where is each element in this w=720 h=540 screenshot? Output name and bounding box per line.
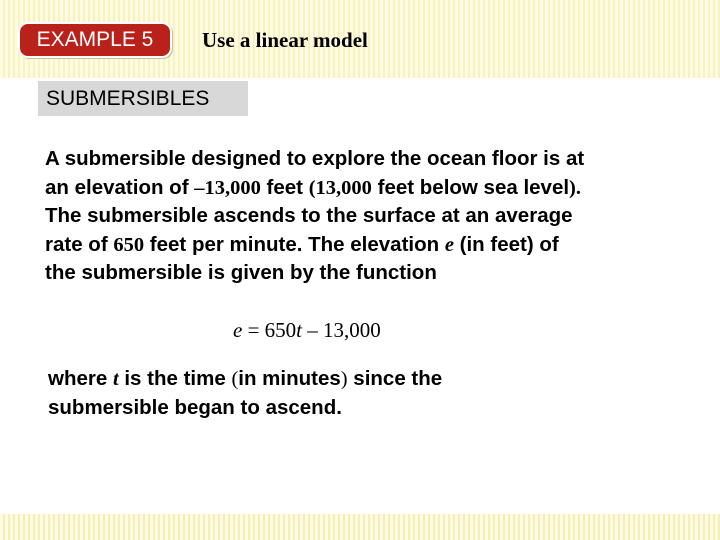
equation-lhs: e — [233, 318, 243, 342]
variable-e: e — [444, 233, 454, 256]
paragraph-line-4 — [45, 231, 705, 260]
paragraph-line-1 — [45, 145, 705, 174]
paragraph-line-3 — [45, 202, 705, 231]
depth-value: (13,000 — [308, 176, 372, 199]
variable-t: t — [112, 368, 119, 390]
where-line-1 — [48, 365, 608, 394]
text: in minutes — [238, 367, 341, 390]
paragraph-line-5 — [45, 259, 705, 288]
open-paren: ( — [231, 368, 239, 390]
example-badge: EXAMPLE 5 — [18, 22, 172, 58]
text: A submersible designed to explore the ocean floor is at — [45, 147, 585, 170]
elevation-value: –13,000 — [194, 176, 261, 199]
equation-var: t — [296, 318, 303, 342]
text: where — [48, 367, 113, 390]
text: the submersible is given by the function — [45, 261, 437, 284]
lesson-title: Use a linear model — [202, 28, 368, 52]
text: an elevation of — [45, 175, 195, 199]
text: is the time — [118, 367, 232, 390]
bottom-decorative-band — [0, 514, 720, 540]
close-paren: ) — [340, 368, 348, 390]
text: feet per minute. The elevation — [144, 232, 445, 256]
close-paren: ). — [569, 176, 581, 199]
text: feet — [260, 175, 309, 199]
rate-value: 650 — [113, 233, 145, 256]
where-paragraph — [48, 365, 608, 422]
equation-rhs: – 13,000 — [302, 318, 381, 342]
equation — [233, 318, 381, 343]
text: (in feet) of — [453, 232, 559, 256]
text: rate of — [45, 232, 114, 256]
equation-mid: = 650 — [242, 318, 297, 342]
text: submersible began to ascend. — [48, 395, 342, 419]
text: feet below sea level — [371, 175, 570, 199]
text: since the — [347, 367, 443, 390]
section-label: SUBMERSIBLES — [38, 81, 248, 116]
paragraph-line-2 — [45, 174, 705, 203]
where-line-2 — [48, 394, 608, 423]
text: The submersible ascends to the surface at an average — [45, 204, 573, 227]
problem-paragraph — [45, 145, 705, 288]
